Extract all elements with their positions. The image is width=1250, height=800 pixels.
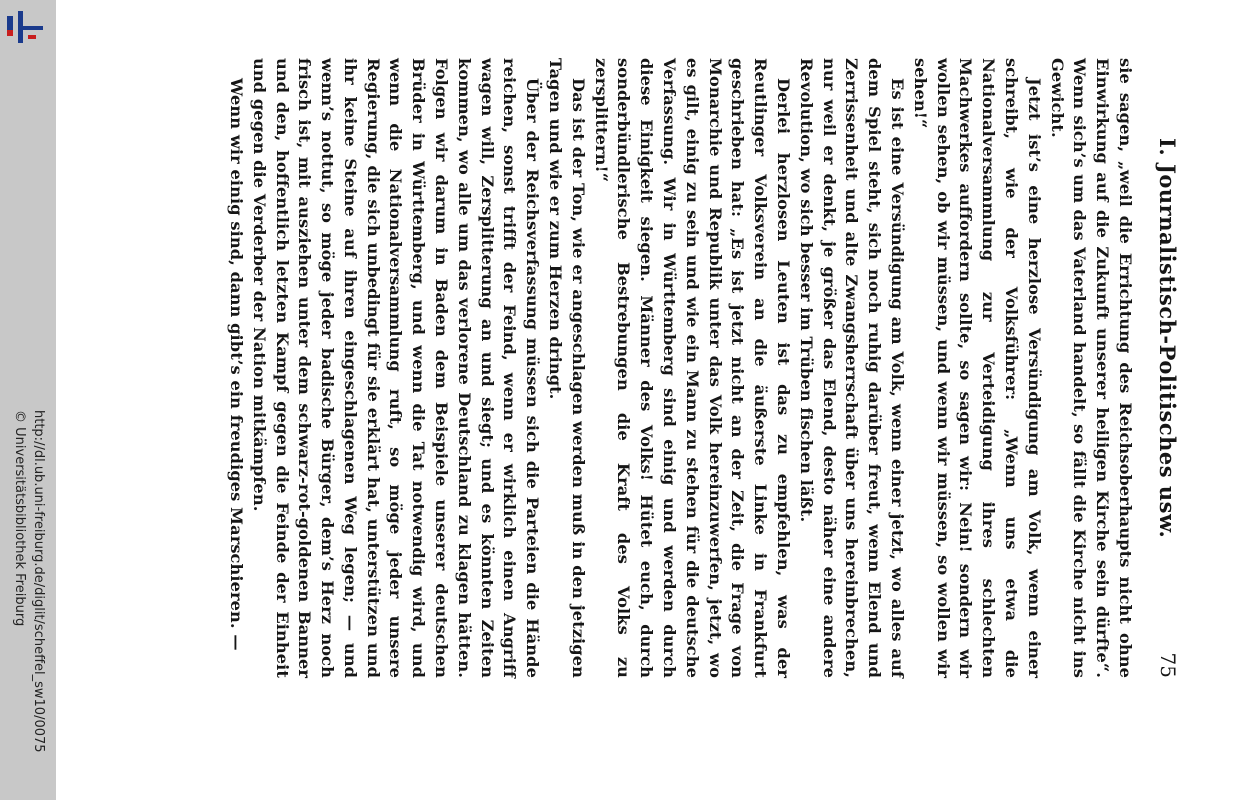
paragraph: Derlei herzlosen Leuten ist das zu empfehlen, was der Reutlinger Volksverein an die äußerste Linke in Frankfurt geschrieben hat: „Es ist jetzt nicht an der Zeit, die Frage von Monarchie und Republik unter das Volk hereinzuwerfen, jetzt, wo es gilt, einig zu sein und wie ein Mann zu stehen für die deutsche Verfassung. Wir in Württemberg sind einig und werden durch diese Einigkeit siegen. Männer des Volks! Hütet euch, durch sonderbündlerische Bestrebungen die Kraft des Volks zu zersplittern!“	[591, 58, 794, 678]
page-body	[224, 58, 1136, 678]
copyright-notice: © Universitätsbibliothek Freiburg	[12, 410, 27, 627]
page-number: 75	[1156, 652, 1180, 678]
paragraph: Wenn wir einig sind, dann gibt’s ein freudiges Marschieren. —	[226, 78, 246, 651]
running-title: I. Journalistisch-Politisches usw.	[1155, 138, 1180, 539]
page-header	[1152, 58, 1180, 688]
source-url[interactable]: http://dl.ub.uni-freiburg.de/diglit/scheffel_sw10/0075	[31, 410, 46, 753]
paragraph: Es ist eine Versündigung am Volk, wenn einer jetzt, wo alles auf dem Spiel steht, sich noch ruhig darüber freut, wenn Elend und Zerrissenheit und alte Zwangsherrschaft über uns hereinbrechen, nur weil er denkt, je größer das Elend, desto näher eine andere Revolution, wo sich besser im Trüben fischen läßt.	[796, 58, 908, 678]
viewer-sidebar	[0, 0, 56, 800]
paragraph: sie sagen, „weil die Errichtung des Reichsoberhaupts nicht ohne Einwirkung auf die Zukunft unserer heiligen Kirche sein dürfte“. Wenn sich’s um das Vaterland handelt, so fällt die Kirche nicht ins Gewicht.	[1047, 58, 1135, 678]
library-logo-icon	[4, 6, 46, 48]
scanned-page	[226, 58, 1180, 688]
paragraph: Das ist der Ton, wie er angeschlagen werden muß in den jetzigen Tagen und wie er zum Herzen dringt.	[546, 58, 588, 678]
sidebar-source-text	[10, 410, 48, 753]
paragraph: Über der Reichsverfassung müssen sich die Parteien die Hände reichen, sonst trifft der Feind, wenn er wirklich einen Angriff wagen will, Zersplitterung an und siegt; und es könnten Zeiten kommen, wo alle um das verlorene Deutschland zu klagen hätten. Folgen wir darum in Baden dem Beispiele unserer deutschen Brüder in Württemberg, und wenn die Tat notwendig wird, und wenn die Nationalversammlung ruft, so möge jeder unsere Regierung, die sich unbedingt für sie erklärt hat, unterstützen und ihr keine Steine auf ihren eingeschlagenen Weg legen; — und wenn’s nottut, so möge jeder badische Bürger, dem’s Herz noch frisch ist, mit ausziehen unter dem schwarz-rot-goldenen Banner und den, hoffentlich letzten Kampf gegen die Feinde der Einheit und gegen die Verderber der Nation mitkämpfen.	[249, 58, 543, 678]
paragraph: Jetzt ist’s eine herzlose Versündigung am Volk, wenn einer schreibt, wie der Volksführer: „Wenn uns etwa die Nationalversammlung zur Verteidigung ihres schlechten Machwerkes auffordern sollte, so sagen wir: Nein! sondern wir wollen sehen, ob wir müssen, und wenn wir müssen, so wollen wir sehen!“	[910, 58, 1044, 678]
